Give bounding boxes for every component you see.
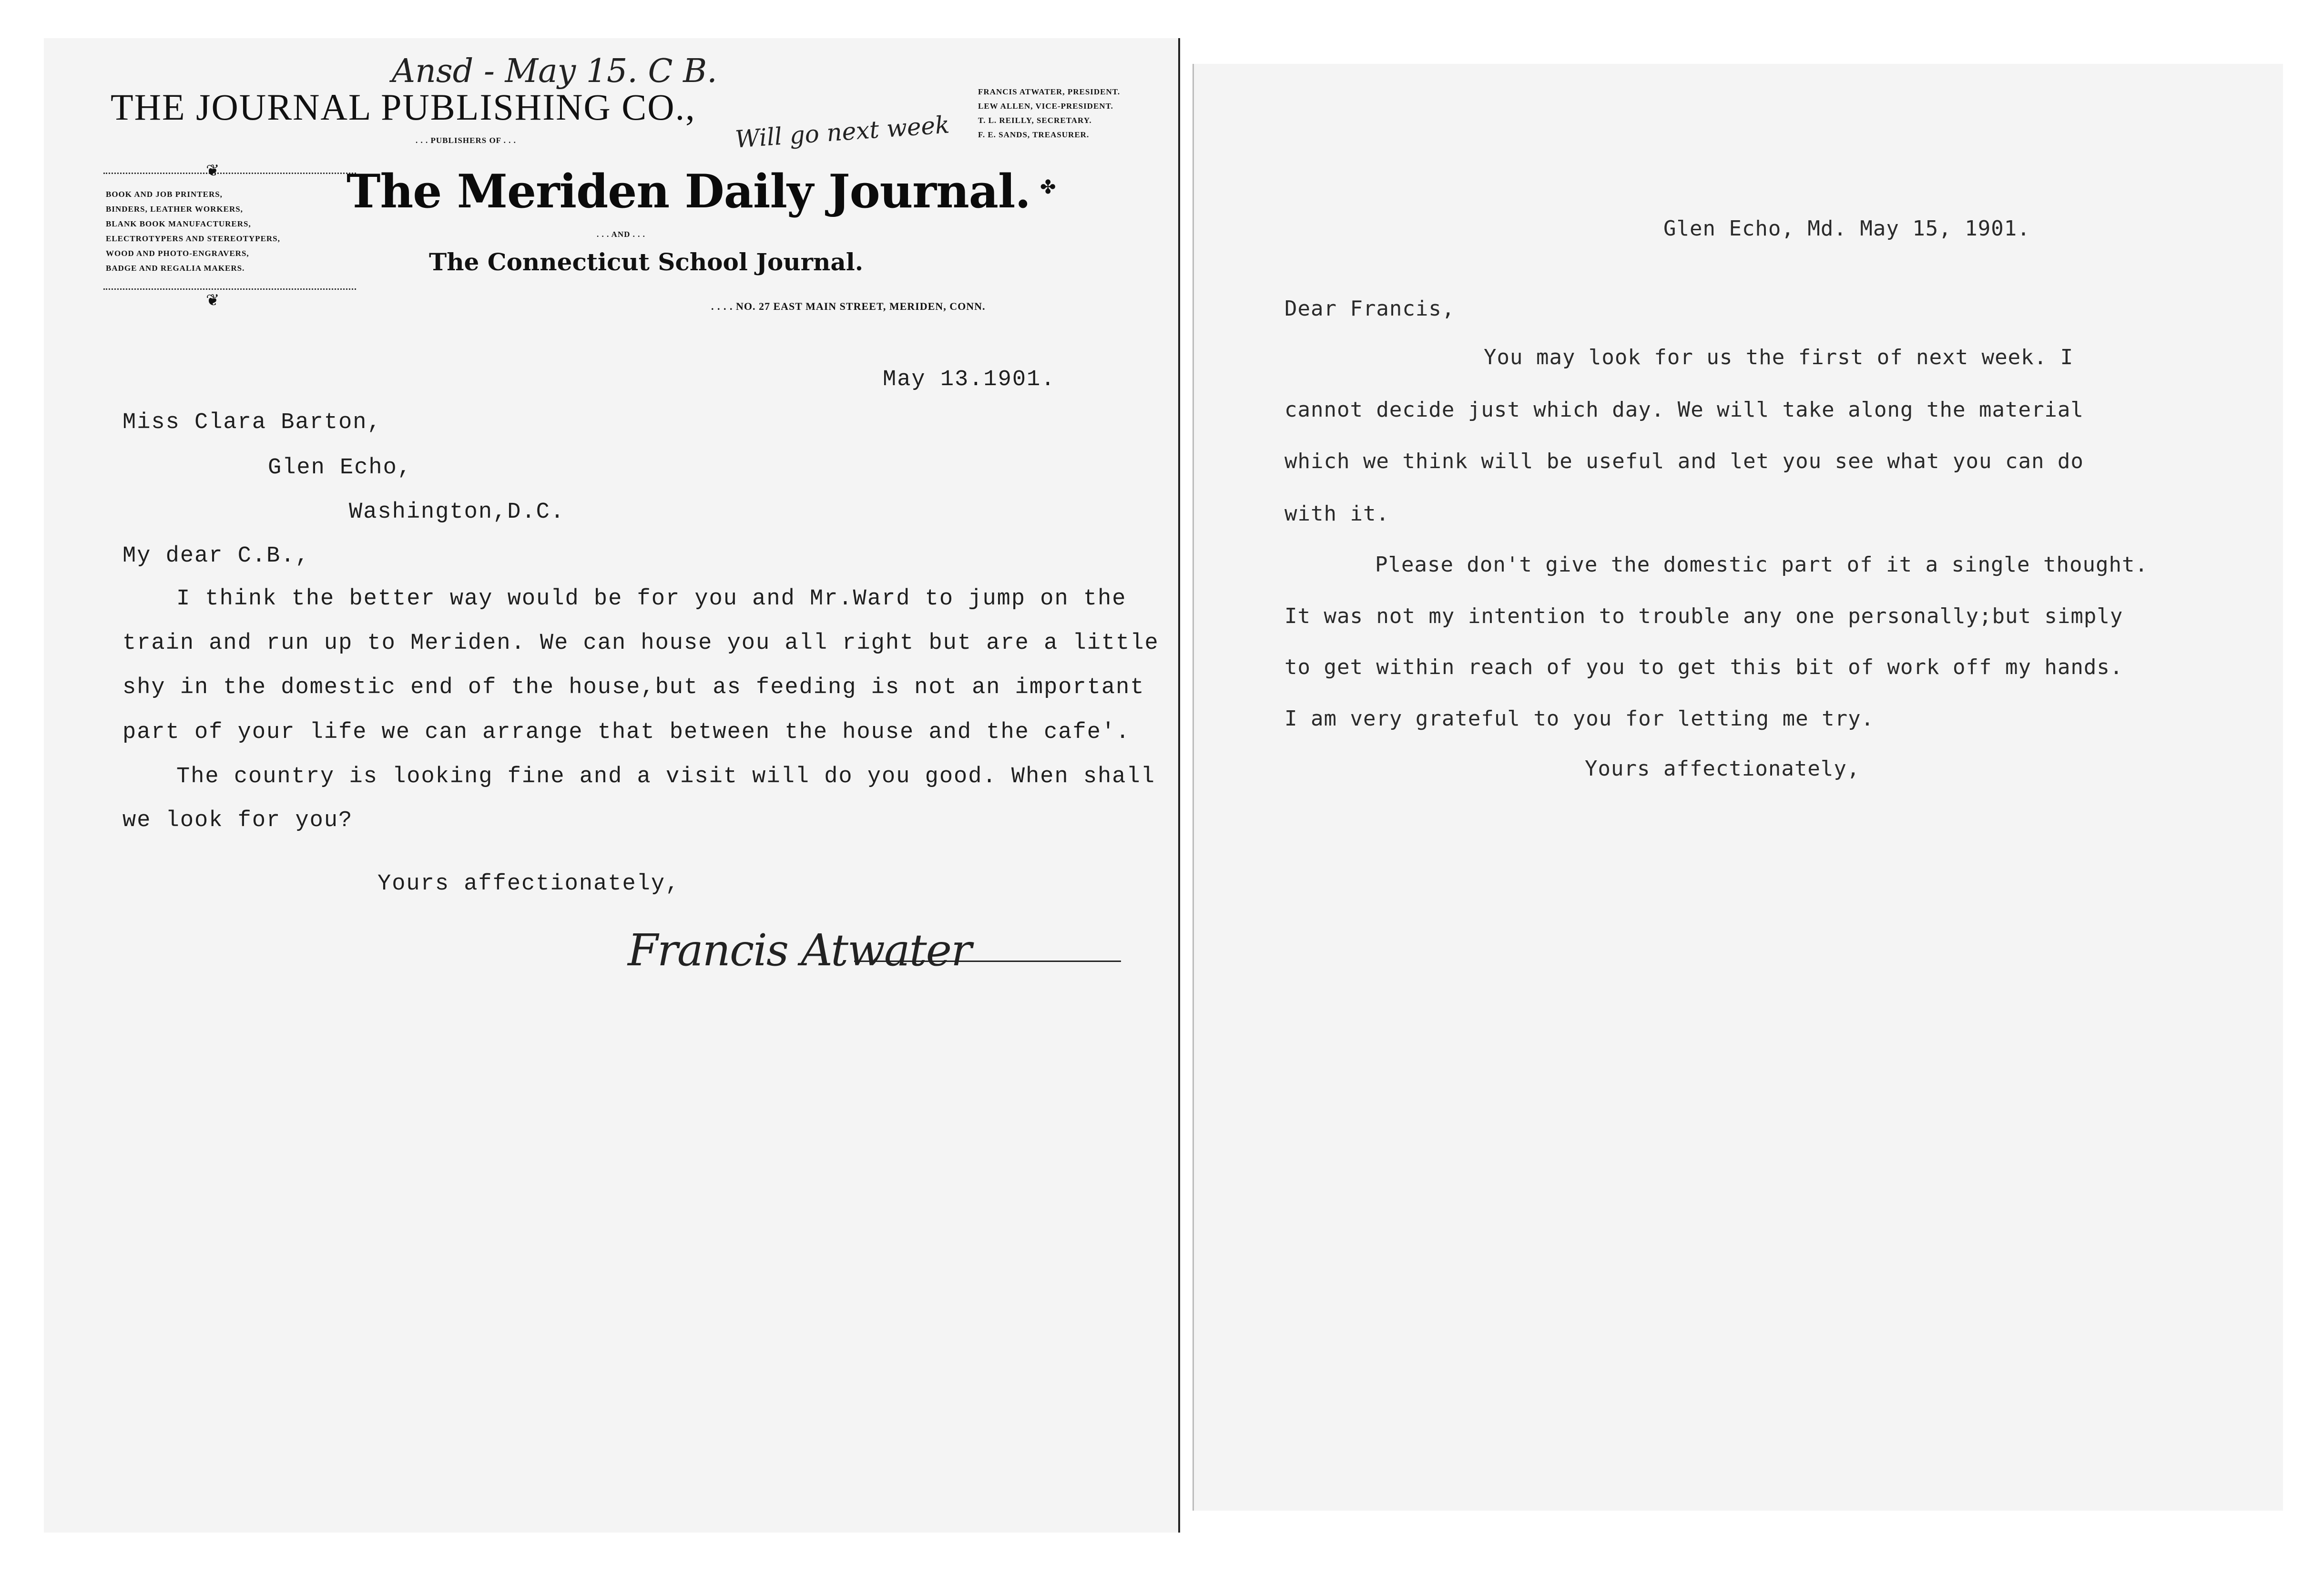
salutation: Dear Francis,: [1284, 297, 1455, 321]
salutation: My dear C.B.,: [122, 543, 310, 569]
company-name: THE JOURNAL PUBLISHING CO.,: [111, 86, 696, 128]
body-line: shy in the domestic end of the house,but as feeding is not an important: [122, 675, 1145, 700]
ornament-flourish: ✤: [1040, 176, 1056, 198]
company-address: . . . . NO. 27 EAST MAIN STREET, MERIDEN, CONN.: [711, 300, 986, 312]
officer-secretary: T. L. REILLY, SECRETARY.: [978, 116, 1092, 125]
body-line: It was not my intention to trouble any one personally;but simply: [1284, 604, 2123, 628]
letter-page-barton: [1193, 64, 2283, 1511]
officers-list: [978, 85, 1120, 142]
officer-treasurer: F. E. SANDS, TREASURER.: [978, 130, 1090, 139]
service-item: BADGE AND REGALIA MAKERS.: [106, 264, 245, 273]
signature: Francis Atwater: [628, 925, 971, 976]
services-bottom-rule: [103, 288, 356, 290]
body-line: with it.: [1284, 501, 1389, 526]
body-line: The country is looking fine and a visit will do you good. When shall: [176, 764, 1155, 789]
handwritten-annotation-next-week: Will go next week: [734, 111, 951, 153]
signature-underline: [854, 961, 1121, 962]
recipient-place: Glen Echo,: [268, 455, 412, 481]
ornament-bottom: ❦: [206, 291, 220, 310]
letter-date: May 13.1901.: [883, 367, 1056, 392]
officer-vice-president: LEW ALLEN, VICE-PRESIDENT.: [978, 102, 1113, 111]
service-item: BLANK BOOK MANUFACTURERS,: [106, 219, 251, 228]
body-line: part of your life we can arrange that between the house and the cafe'.: [122, 720, 1131, 745]
service-item: ELECTROTYPERS AND STEREOTYPERS,: [106, 234, 280, 243]
school-journal-title: The Connecticut School Journal.: [429, 248, 864, 276]
letter-page-atwater: [44, 38, 1180, 1533]
body-line: train and run up to Meriden. We can house you all right but are a little: [122, 631, 1159, 656]
officer-president: FRANCIS ATWATER, PRESIDENT.: [978, 87, 1121, 96]
ornament-top: ❦: [206, 161, 220, 180]
body-line: You may look for us the first of next week. I: [1484, 345, 2074, 369]
body-line: cannot decide just which day. We will take along the material: [1284, 398, 2084, 422]
body-line: which we think will be useful and let you see what you can do: [1284, 449, 2084, 473]
services-top-rule: [103, 173, 356, 174]
service-item: WOOD AND PHOTO-ENGRAVERS,: [106, 249, 249, 258]
closing: Yours affectionately,: [377, 871, 680, 897]
newspaper-title: The Meriden Daily Journal.: [347, 164, 1030, 218]
and-label: . . . AND . . .: [597, 230, 645, 239]
letter-date-line: Glen Echo, Md. May 15, 1901.: [1663, 216, 2030, 241]
body-line: I think the better way would be for you and Mr.Ward to jump on the: [176, 586, 1127, 612]
services-list: [106, 187, 280, 276]
body-line: Please don't give the domestic part of it a single thought.: [1375, 552, 2148, 577]
body-line: we look for you?: [122, 808, 353, 833]
recipient-name: Miss Clara Barton,: [122, 410, 382, 435]
publishers-of-label: . . . PUBLISHERS OF . . .: [416, 136, 516, 145]
service-item: BOOK AND JOB PRINTERS,: [106, 190, 223, 199]
body-line: to get within reach of you to get this bit of work off my hands.: [1284, 655, 2123, 679]
body-line: I am very grateful to you for letting me try.: [1284, 706, 1875, 731]
recipient-city: Washington,D.C.: [349, 500, 565, 525]
handwritten-annotation-answered: Ansd - May 15. C B.: [392, 52, 717, 90]
service-item: BINDERS, LEATHER WORKERS,: [106, 205, 243, 214]
closing: Yours affectionately,: [1585, 757, 1860, 781]
